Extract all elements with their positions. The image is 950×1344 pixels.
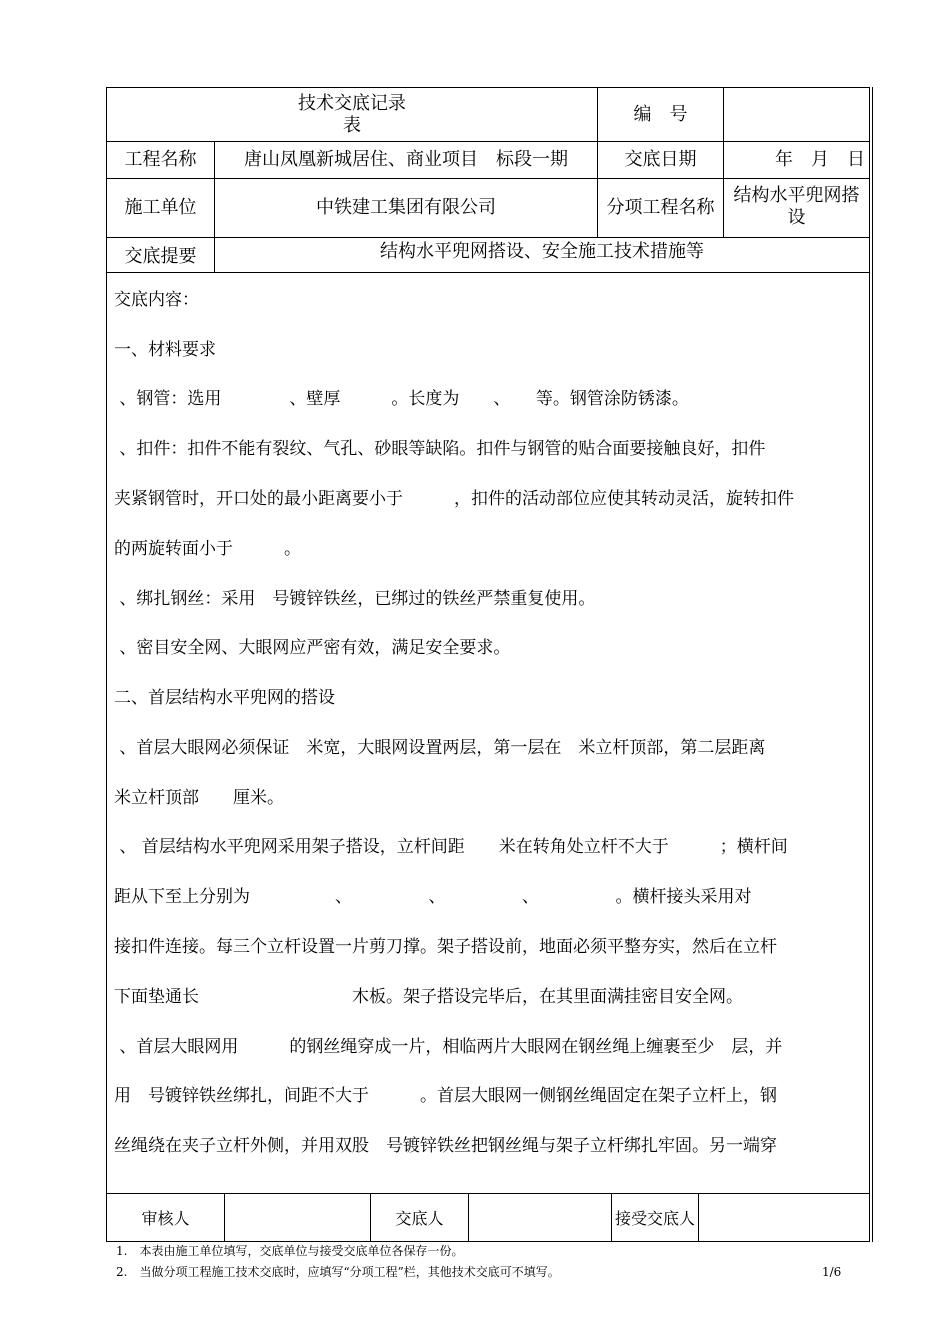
section-heading-first-floor: 二、首层结构水平兜网的搭设 — [114, 688, 335, 708]
row-divider-4 — [106, 272, 870, 273]
reviewer-field[interactable] — [225, 1194, 370, 1241]
page-number: 1/6 — [822, 1265, 842, 1279]
content-line: 夹紧钢管时，开口处的最小距离要小于 ，扣件的活动部位应使其转动灵活，旋转扣件 — [114, 489, 794, 509]
content-line: 距从下至上分别为 、 、 、 。横杆接头采用对 — [114, 887, 752, 907]
footer-note-1: 1. 本表由施工单位填写，交底单位与接受交底单位各保存一份。 — [116, 1244, 464, 1258]
form-title: 技术交底记录 表 — [298, 92, 406, 136]
table-border-right-outer — [872, 87, 873, 1242]
content-line: 、密目安全网、大眼网应严密有效，满足安全要求。 — [114, 638, 511, 658]
content-line: 、首层大眼网必须保证 米宽，大眼网设置两层，第一层在 米立杆顶部，第二层距离 — [114, 738, 766, 758]
number-label: 编 号 — [633, 103, 688, 125]
subproject-label: 分项工程名称 — [606, 197, 715, 218]
content-line: 接扣件连接。每三个立杆设置一片剪刀撑。架子搭设前，地面必须平整夯实，然后在立杆 — [114, 937, 777, 957]
content-line: 、扣件：扣件不能有裂纹、气孔、砂眼等缺陷。扣件与钢管的贴合面要接触良好，扣件 — [114, 439, 766, 459]
content-heading: 交底内容： — [114, 290, 199, 310]
summary-value[interactable]: 结构水平兜网搭设、安全施工技术措施等 — [380, 241, 704, 262]
content-line: 用 号镀锌铁丝绑扎，间距不大于 。首层大眼网一侧钢丝绳固定在架子立杆上，钢 — [114, 1086, 777, 1106]
content-line: 米立杆顶部 厘米。 — [114, 788, 284, 808]
contractor-label: 施工单位 — [124, 197, 197, 218]
content-line: 、绑扎钢丝：采用 号镀锌铁丝，已绑过的铁丝严禁重复使用。 — [114, 589, 596, 609]
footer-note-2: 2. 当做分项工程施工技术交底时，应填写“分项工程”栏，其他技术交底可不填写。 — [116, 1265, 560, 1279]
content-line: 丝绳绕在夹子立杆外侧，并用双股 号镀锌铁丝把钢丝绳与架子立杆绑扎牢固。另一端穿 — [114, 1136, 777, 1156]
content-line: 、首层大眼网用 的钢丝绳穿成一片，相临两片大眼网在钢丝绳上缠裹至少 层，并 — [114, 1037, 783, 1057]
receiver-label: 接受交底人 — [614, 1209, 695, 1228]
date-label: 交底日期 — [624, 149, 697, 170]
subproject-value[interactable]: 结构水平兜网搭 设 — [733, 185, 860, 228]
table-border-right — [869, 87, 870, 1242]
summary-label: 交底提要 — [124, 246, 197, 267]
contractor-value[interactable]: 中铁建工集团有限公司 — [316, 197, 496, 218]
section-heading-materials: 一、材料要求 — [114, 340, 216, 360]
reviewer-label: 审核人 — [141, 1209, 190, 1228]
content-line: 的两旋转面小于 。 — [114, 539, 301, 559]
number-value[interactable] — [724, 88, 869, 141]
receiver-field[interactable] — [699, 1194, 869, 1241]
content-line: 下面垫通长 木板。架子搭设完毕后，在其里面满挂密目安全网。 — [114, 987, 743, 1007]
project-name-value[interactable]: 唐山凤凰新城居住、商业项目 标段一期 — [244, 149, 568, 170]
content-line: 、 首层结构水平兜网采用架子搭设，立杆间距 米在转角处立杆不大于 ；横杆间 — [114, 837, 788, 857]
date-value[interactable]: 年 月 日 — [775, 149, 865, 170]
table-border-bottom — [106, 1241, 870, 1242]
discloser-label: 交底人 — [395, 1209, 444, 1228]
project-name-label: 工程名称 — [124, 149, 197, 170]
discloser-field[interactable] — [469, 1194, 611, 1241]
content-line: 、钢管：选用 、壁厚 。长度为 、 等。钢管涂防锈漆。 — [114, 389, 689, 409]
